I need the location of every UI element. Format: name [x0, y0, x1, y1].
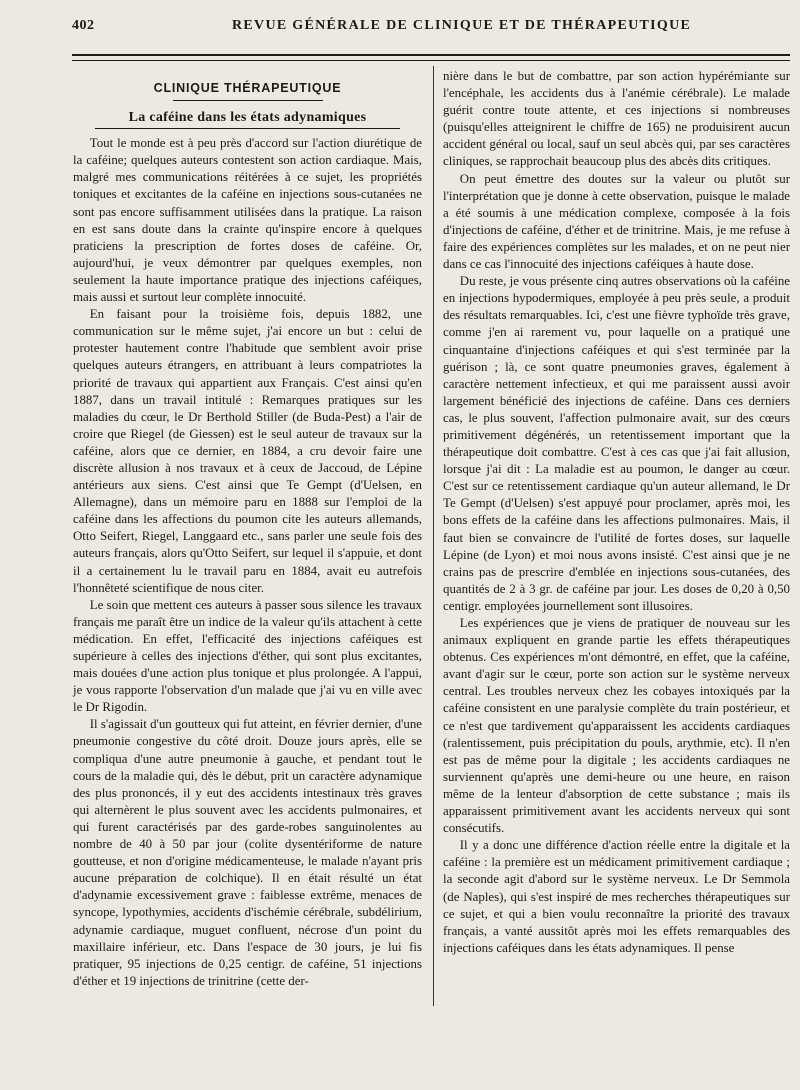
paragraph: Les expériences que je viens de pratiquer de nouveau sur les animaux expliquent en grande partie les effets thérapeutiques obtenus. Ces expériences m'ont démontré, en effet, que la caféine, avant d'agir sur le cœur, porte son action sur le système nerveux central. Les troubles nerveux chez les cobayes intoxiqués par la caféine consistent en une paralysie complète du train postérieur, et ce n'est que tardivement qu'apparaissent les accidents cardiaques (ralentissement, puis précipitation du pouls, arythmie, etc). Il n'en est pas de même pour la digitale ; les accidents cardiaques ne surviennent qu'après une demi-heure ou une heure, en raison même de la lenteur d'absorption de cette substance ; mais ils apparaissent primitivement avant les accidents nerveux qui sont consécutifs. [443, 616, 790, 836]
right-column [443, 68, 790, 957]
paragraph: Le soin que mettent ces auteurs à passer sous silence les travaux français me paraît être un indice de la valeur qu'ils attachent à cette médication. En effet, l'efficacité des injections caféiques est supérieure à celles des injections d'éther, qui sont plus excitantes, mais douées d'une action plus tonique et plus prolongée. A l'appui, je vous rapporte l'observation d'un malade que j'ai vu en ville avec le Dr Rigodin. [73, 597, 422, 715]
left-column [73, 68, 422, 990]
paragraph: Il s'agissait d'un goutteux qui fut atteint, en février dernier, d'une pneumonie congestive du côté droit. Douze jours après, elle se compliqua d'une autre pneumonie à gauche, et pendant tout le cours de la maladie qui, dès le début, prit un caractère adynamique des plus prononcés, il y eut des accidents intestinaux très graves qui alternèrent le plus souvent avec les accidents pulmonaires, et qui furent caractérisés par des garde-robes sanguinolentes au nombre de 40 à 50 par jour (colite dysentériforme de nature goutteuse, et non d'origine médicamenteuse, le malade n'ayant pris aucune préparation de colchique). Il en était résulté un état d'adynamie excessivement grave : faiblesse extrême, menaces de syncope, lypothymies, accidents d'ischémie cérébrale, subdélirium, adynamie cardiaque, muguet confluent, nécrose d'un point du maxillaire inférieur, etc. Dans l'espace de 30 jours, je lui fis pratiquer, 95 injections de 0,25 centigr. de caféine, 51 injections d'éther et 19 injections de trinitrine (cette der- [73, 717, 422, 988]
section-heading-underline [173, 100, 323, 101]
paragraph: Tout le monde est à peu près d'accord sur l'action diurétique de la caféine; quelques auteurs contestent son action cardiaque. Mais, malgré mes communications réitérées à ce sujet, les propriétés toniques et excitantes de la caféine en injections sous-cutanées ne sont pas encore suffisamment utilisées dans la pratique. La raison en est sans doute dans la crainte qu'inspire encore à quelques praticiens la prescription de fortes doses de caféine. Or, aujourd'hui, je veux démontrer par quelques exemples, non seulement la haute importance pratique des injections caféiques, mais aussi et surtout leur complète innocuité. [73, 136, 422, 305]
article-title [73, 109, 422, 129]
header-rule-thick [72, 54, 790, 56]
paragraph: En faisant pour la troisième fois, depuis 1882, une communication sur le même sujet, j'ai encore un but : celui de protester hautement contre l'habitude que semblent avoir prise quelques auteurs étrangers, en attribuant à leurs compatriotes la priorité de travaux qui appartient aux Français. C'est ainsi qu'en 1887, dans un travail intitulé : Remarques pratiques sur les maladies du cœur, le Dr Berthold Stiller (de Buda-Pest) a l'air de croire que Riegel (de Giessen) est le seul auteur de travaux sur la caféine, alors que ce dernier, en 1884, a cru devoir faire une discrète allusion à nos travaux et à ceux de Jaccoud, de Lépine antérieurs aux siens. C'est ainsi que Te Gempt (d'Uelsen, en Allemagne), dans un mémoire paru en 1888 sur l'emploi de la caféine dans les affections du poumon cite les auteurs allemands, Otto Seifert, Riegel, Langgaard etc., sans parler une seule fois des auteurs français, alors qu'Otto Seifert, sur lequel il s'appuie, et dont il a certainement lu le travail paru en 1884, avait eu autrefois l'honnêteté scientifique de nous citer. [73, 307, 422, 595]
section-heading-text: CLINIQUE THÉRAPEUTIQUE [153, 81, 342, 95]
running-header [72, 18, 790, 38]
paragraph-continued: nière dans le but de combattre, par son action hypérémiante sur l'encéphale, les accidents dus à l'anémie cérébrale). Le malade guérit contre toute attente, et ces injections si nombreuses (puisqu'elles atteignirent le chiffre de 165) ne produisirent aucun accident général ou local, sauf un seul abcès qui, par ses caractères cliniques, se rapprochait beaucoup plus des abcès dits critiques. [443, 69, 790, 169]
paragraph: Il y a donc une différence d'action réelle entre la digitale et la caféine : la première est un médicament primitivement cardiaque ; la seconde agit d'abord sur le système nerveux. Le Dr Semmola (de Naples), qui s'est inspiré de mes recherches thérapeutiques sur ce sujet, et qui a bien voulu reconnaître la priorité des travaux français, a vanté aussitôt après moi les effets remarquables des injections caféiques dans les états adynamiques. Il pense [443, 838, 790, 955]
column-separator [433, 66, 434, 1006]
page-number: 402 [72, 18, 95, 33]
article-title-text: La caféine dans les états adynamiques [128, 110, 367, 126]
header-rule-thin [72, 60, 790, 61]
article-title-underline [95, 128, 400, 129]
paragraph: On peut émettre des doutes sur la valeur ou plutôt sur l'interprétation que je donne à cette observation, puisque le malade a été soumis à une médication complexe, composée à la fois d'injections de caféine, d'éther et de trinitrine. Mais, je me refuse à faire des expériences complètes sur les malades, et on ne peut nier dans ce cas l'innocuité des injections caféiques à haute dose. [443, 171, 790, 272]
paragraph: Du reste, je vous présente cinq autres observations où la caféine en injections hypodermiques, employée à peu près seule, a produit des résultats remarquables. Ici, c'est une fièvre typhoïde très grave, comme j'en ai rarement vu, pour laquelle on a pratiqué une cinquantaine d'injections caféiques et qui s'est terminée par la guérison ; là, ce sont quatre pneumonies graves, également à caractère nettement infectieux, et qui me paraissent aussi avoir largement bénéficié des injections de caféine. Dans ces derniers cas, le plus souvent, l'affection pulmonaire avait, sur des cœurs primitivement dégénérés, un retentissement important que la thérapeutique doit combattre. C'est à ces cas que j'ai fait allusion, lorsque j'ai dit : La maladie est au poumon, le danger au cœur. C'est sur ce retentissement cardiaque qu'un auteur allemand, le Dr Te Gempt (d'Uelsen) s'est appuyé pour proclamer, après moi, les bons effets de la caféine dans les affections pulmonaires. Mais, il faut bien se convaincre de l'utilité de fortes doses, sur laquelle Lépine (de Lyon) et moi nous avons insisté. C'est ainsi que je ne crains pas de prescrire d'emblée en injections sous-cutanées, des quantités de 2 à 3 gr. de caféine par jour. Les doses de 0,20 à 0,50 centigr. employées journellement sont illusoires. [443, 274, 790, 613]
running-title: REVUE GÉNÉRALE DE CLINIQUE ET DE THÉRAPEUTIQUE [232, 18, 692, 33]
section-heading [73, 80, 422, 101]
